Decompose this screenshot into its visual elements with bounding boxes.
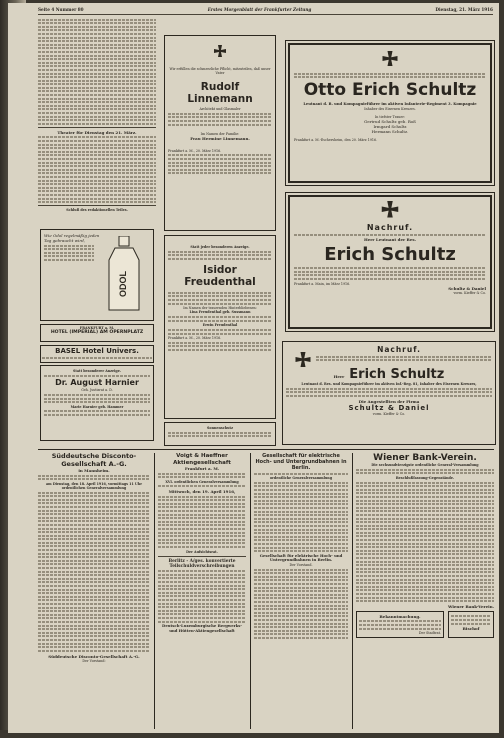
voigt-column [154,453,246,729]
freudenthal-signature-label: Im Namen der trauernden Hinterbliebenen: [183,306,257,311]
harnier-intro: Statt besonderer Anzeige. [73,369,121,373]
erich2-signature: Die Angestellten der Firma [358,398,420,404]
erich-schultz-notice-2 [282,341,496,445]
freudenthal-mourner-2: Erwin Freudenthal [202,323,238,328]
erich2-firm: Schultz & Daniel [348,403,430,412]
otto-rank: Leutnant d. R. und Kompagnieführer im aktiven Infanterie-Regiment 3. Kompagnie [303,102,477,107]
wiener-column [352,453,494,729]
header-center: Erstes Morgenblatt der Frankfurter Zeitung [207,7,312,12]
wiener-small-title: Wiener Bank-Verein. [447,603,494,609]
odol-text: Wie Odol regelmäßig jeden Tag gebraucht wird, [44,233,100,243]
harnier-role: Geh. Justizrat a. D. [81,388,113,393]
freudenthal-intro: Statt jeder besonderen Anzeige. [190,245,250,249]
bischof-ad: Bischof [462,626,480,632]
linnemann-role: Architekt und Glasmaler [199,107,241,112]
section-divider [38,449,494,450]
erich2-firm-sub: vorm. Kieffer & Co. [372,411,406,416]
disconto-meeting: am Dienstag, den 18. April 1916, vormittags 11 Uhr [46,481,142,486]
odol-ad [40,229,154,321]
disconto-city: in Mannheim. [78,468,110,473]
erich-schultz-notice-1 [288,195,492,329]
theater-title: Theater für Dienstag den 21. März. [57,129,137,135]
berlin-board: Der Vorstand. [289,562,313,567]
harnier-notice [40,365,154,441]
disconto-sub: ordentlichen Generalversammlung [61,485,127,490]
hotel-city: FRANKFURT a. M. [79,326,115,330]
otto-date: Frankfurt a. M.-Eschersheim, den 20. März 1916. [294,137,378,142]
basel-title: BASEL Hotel Univers. [55,347,139,355]
freudenthal-date: Frankfurt a. M., 20. März 1916. [168,336,222,341]
erich1-lead: Herr Leutnant der Res. [363,237,417,243]
header-right: Dienstag, 21. März 1916 [435,7,493,12]
sonnenschutz-title: Sonnenschutz [207,426,233,430]
voigt-title: Voigt & Haeffner Aktiengesellschaft [173,453,231,466]
linnemann-mourner: Frau Hermine Linnemann. [190,135,250,141]
basel-hotel-ad [40,345,154,363]
erich1-date: Frankfurt a. Main, im März 1916. [294,281,351,286]
stadtrat-sign: Der Stadtrat. [418,631,441,636]
harnier-mourner: Marie Harnier geb. Hammer [70,404,124,409]
luxemburg-footer: Deutsch-Luxemburgische Bergwerks- und Hütten-Aktiengesellschaft [162,623,242,633]
disconto-board: Der Vorstand: [82,658,106,663]
erich2-lead: Herr [333,374,345,380]
disconto-footer: Süddeutsche Disconto-Gesellschaft A.-G. [48,653,140,659]
header-left: Seite 4 Nummer 80 [38,7,84,12]
otto-mourner-2: Irmgard Schultz [373,123,407,129]
erich1-name: Erich Schultz [324,244,456,266]
iron-cross-icon [293,352,313,372]
disconto-column [38,453,150,729]
sonnenschutz-ad [164,422,276,446]
berlin-title: Gesellschaft für elektrische Hoch- und Untergrundbahnen in Berlin. [255,453,347,471]
odol-bottle-icon [105,236,145,314]
otto-mourner-3: Hermann Schultz. [371,128,409,134]
otto-mourner-1: Gertrud Schultz geb. Roß [364,118,416,124]
otto-mourners-label: In tiefster Trauer: [374,114,406,119]
hotel-imperial-ad [40,324,154,342]
harnier-name: Dr. August Harnier [55,378,139,388]
voigt-city: Frankfurt a. M. [184,466,220,471]
erich1-firm: Schultz & Daniel [448,285,486,291]
linnemann-notice [164,35,276,231]
erich2-rank: Leutnant d. Res. und Kompagnieführer im aktiven Inf.-Reg. 81, Inhaber des Eisernen Kreuzes, [301,382,477,387]
freudenthal-notice [164,235,276,419]
erich2-name: Erich Schultz [349,367,445,383]
linnemann-date: Frankfurt a. M., 20. März 1916. [168,148,222,153]
otto-schultz-notice [288,43,492,183]
iron-cross-icon [380,51,400,71]
disconto-title: Süddeutsche Disconto-Gesellschaft A.-G. [51,453,137,468]
erich1-firm-sub: vorm. Kieffer & Co. [453,290,486,295]
voigt-meeting: XVI. ordentlichen Generalversammlung [165,479,239,484]
berlin-column [250,453,348,729]
hotel-name: HOTEL (IMPERIAL) AM OPERNPLATZ [50,330,144,336]
iron-cross-icon [379,201,401,223]
iron-cross-icon [212,45,228,61]
linnemann-intro: Wir erfüllen die schmerzliche Pflicht, mitzuteilen, daß unser Vater [169,67,271,76]
newspaper-page [8,3,499,733]
berliz-title: Berlitz - A/ges. konvertierte Teilschuldverschreibungen [168,558,236,569]
freudenthal-mourner-1: Lina Freudenthal geb. Sussmann [189,310,251,315]
berlin-footer: Gesellschaft für elektrische Hoch- und Untergrundbahnen in Berlin. [259,552,343,563]
bekanntmachung-title: Bekanntmachung. [379,613,421,619]
erich2-title: Nachruf. [377,345,421,354]
voigt-board: Der Aufsichtsrat. [186,549,218,554]
odol-brand: ODOL [118,271,128,297]
editorial-end: Schluß des redaktionellen Teiles. [66,208,128,213]
berlin-meeting: ordentliche Generalversammlung [269,476,333,481]
freudenthal-name: Isidor Freudenthal [184,263,256,288]
linnemann-mourner-label: Im Namen der Familie: [200,131,240,136]
otto-name: Otto Erich Schultz [303,80,477,101]
page-header [38,5,493,15]
wiener-meeting: Die sechsundvierzigste ordentliche General-Versammlung [371,463,479,467]
listings-column [38,17,156,227]
wiener-title: Wiener Bank-Verein. [373,453,477,463]
erich1-title: Nachruf. [366,223,414,232]
linnemann-name: Rudolf Linnemann [187,81,253,106]
voigt-date: Mittwoch, den 19. April 1916, [168,489,236,495]
wiener-agenda: Beschlußfassung-Gegenstände. [395,475,455,480]
otto-medal: Inhaber des Eisernen Kreuzes. [364,106,416,111]
